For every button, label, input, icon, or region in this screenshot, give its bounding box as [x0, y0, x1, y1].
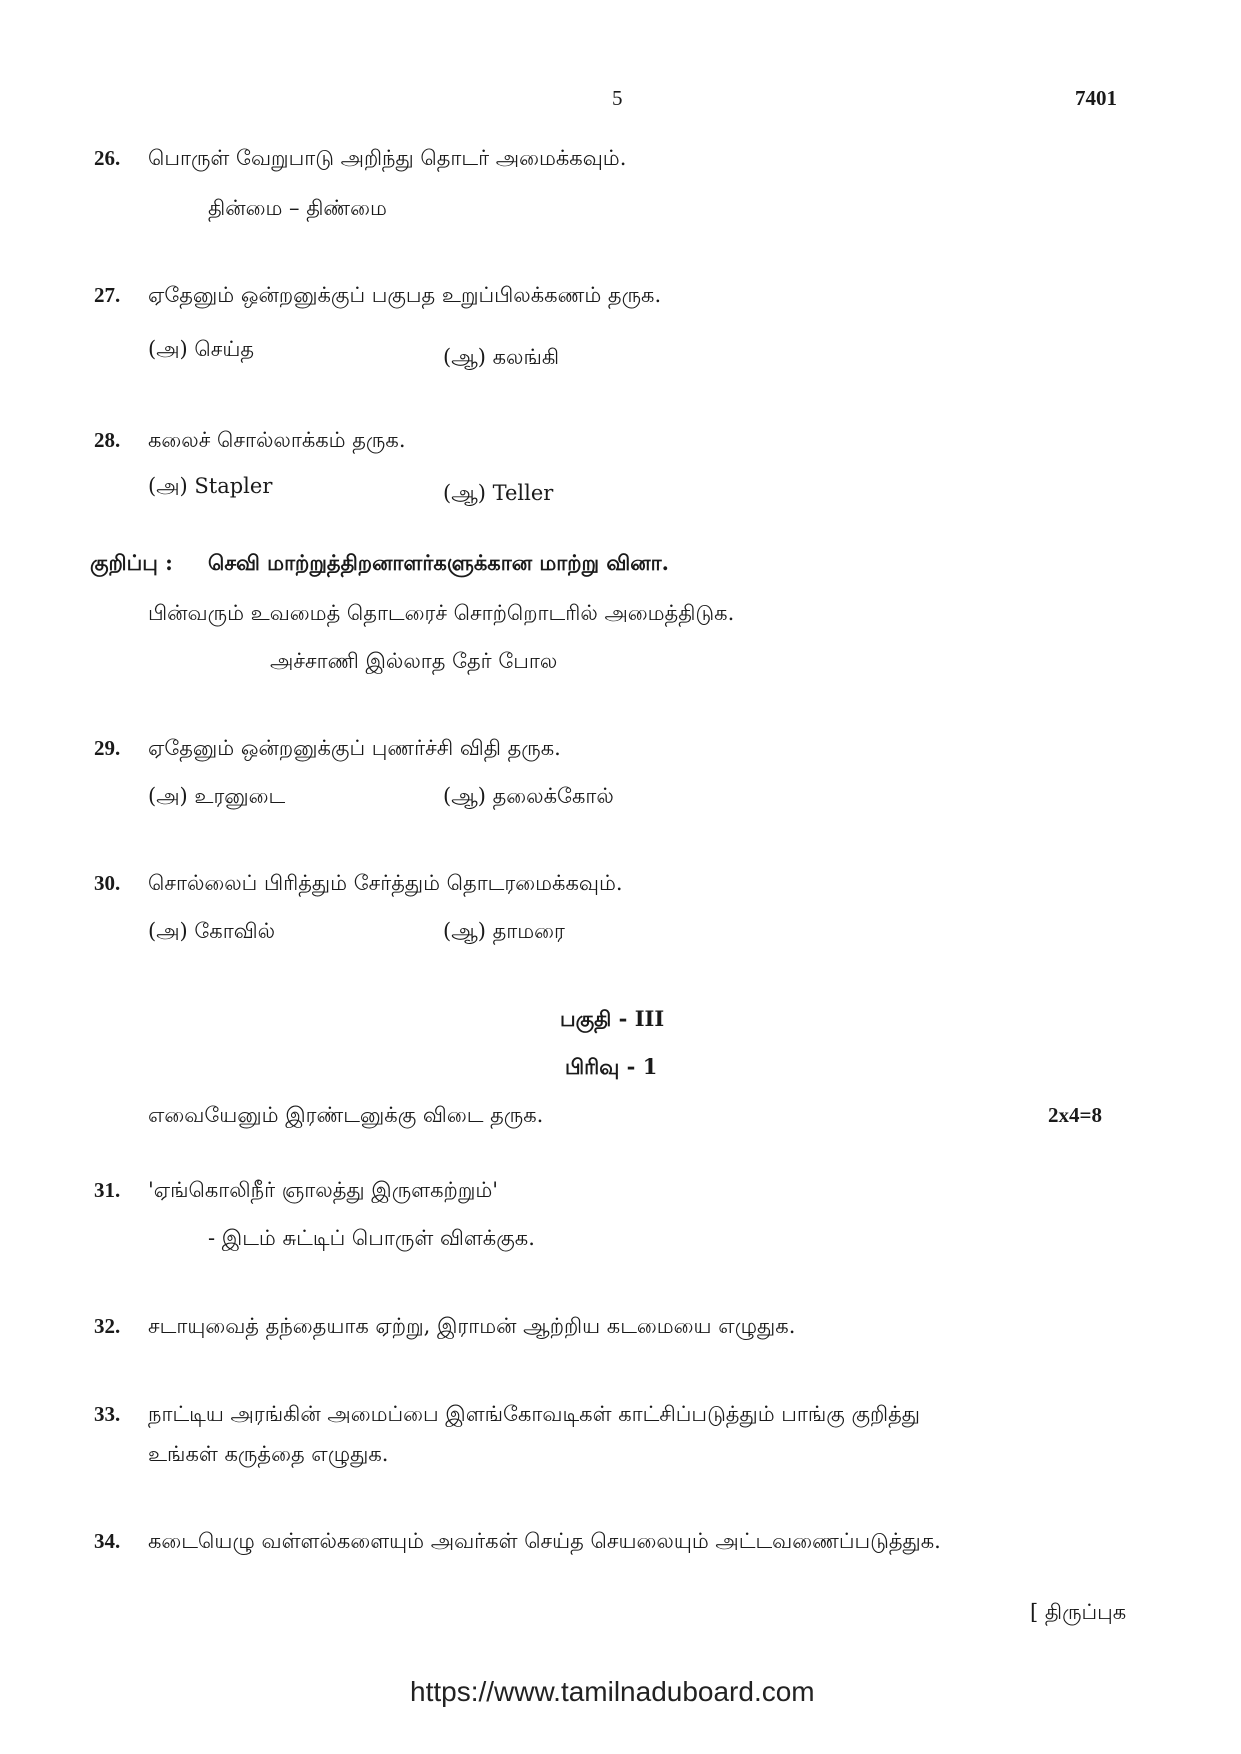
option-b: (ஆ) கலங்கி — [443, 345, 560, 369]
option-a: (அ) Stapler — [148, 474, 273, 498]
question-number: 34. — [94, 1529, 121, 1553]
question-number: 31. — [94, 1178, 121, 1202]
question-number: 28. — [94, 428, 121, 452]
question-text-line-2: உங்கள் கருத்தை எழுதுக. — [148, 1442, 389, 1466]
note-text: செவி மாற்றுத்திறனாளர்களுக்கான மாற்று வினா. — [208, 550, 669, 575]
note-line-2: பின்வரும் உவமைத் தொடரைச் சொற்றொடரில் அமைத்திடுக. — [148, 601, 735, 625]
part-heading: பகுதி - III — [560, 1006, 665, 1031]
option-b: (ஆ) தாமரை — [443, 919, 565, 943]
question-number: 30. — [94, 871, 121, 895]
turn-over-note: [ திருப்புக — [1030, 1600, 1127, 1624]
division-heading: பிரிவு - 1 — [565, 1054, 658, 1079]
option-b: (ஆ) Teller — [443, 481, 554, 505]
question-text: சொல்லைப் பிரித்தும் சேர்த்தும் தொடரமைக்கவும். — [148, 871, 623, 895]
question-number: 26. — [94, 146, 121, 170]
question-sub-text: தின்மை – திண்மை — [208, 196, 387, 220]
question-text: நாட்டிய அரங்கின் அமைப்பை இளங்கோவடிகள் காட்சிப்படுத்தும் பாங்கு குறித்து — [148, 1402, 920, 1426]
note-line-3: அச்சாணி இல்லாத தேர் போல — [270, 649, 558, 673]
question-number: 29. — [94, 736, 121, 760]
question-text: ஏதேனும் ஒன்றனுக்குப் பகுபத உறுப்பிலக்கணம் தருக. — [148, 283, 662, 307]
section-marks: 2x4=8 — [1048, 1103, 1102, 1127]
question-number: 27. — [94, 283, 121, 307]
option-a: (அ) கோவில் — [148, 919, 276, 943]
question-text: ஏதேனும் ஒன்றனுக்குப் புணர்ச்சி விதி தருக. — [148, 736, 561, 760]
question-sub-text: - இடம் சுட்டிப் பொருள் விளக்குக. — [208, 1226, 535, 1250]
question-number: 33. — [94, 1402, 121, 1426]
note-label: குறிப்பு : — [90, 550, 173, 575]
option-b: (ஆ) தலைக்கோல் — [443, 784, 614, 808]
question-text: 'ஏங்கொலிநீர் ஞாலத்து இருளகற்றும்' — [148, 1178, 499, 1202]
page-number: 5 — [612, 86, 623, 110]
question-number: 32. — [94, 1314, 121, 1338]
question-text: சடாயுவைத் தந்தையாக ஏற்று, இராமன் ஆற்றிய கடமையை எழுதுக. — [148, 1314, 796, 1338]
question-text: கடையெழு வள்ளல்களையும் அவர்கள் செய்த செயலையும் அட்டவணைப்படுத்துக. — [148, 1529, 941, 1553]
option-a: (அ) செய்த — [148, 337, 255, 361]
question-text: பொருள் வேறுபாடு அறிந்து தொடர் அமைக்கவும். — [148, 146, 627, 170]
section-instruction: எவையேனும் இரண்டனுக்கு விடை தருக. — [148, 1103, 544, 1127]
paper-code: 7401 — [1075, 86, 1117, 110]
question-text: கலைச் சொல்லாக்கம் தருக. — [148, 428, 406, 452]
option-a: (அ) உரனுடை — [148, 784, 286, 808]
footer-url-link[interactable]: https://www.tamilnaduboard.com — [410, 1676, 815, 1707]
